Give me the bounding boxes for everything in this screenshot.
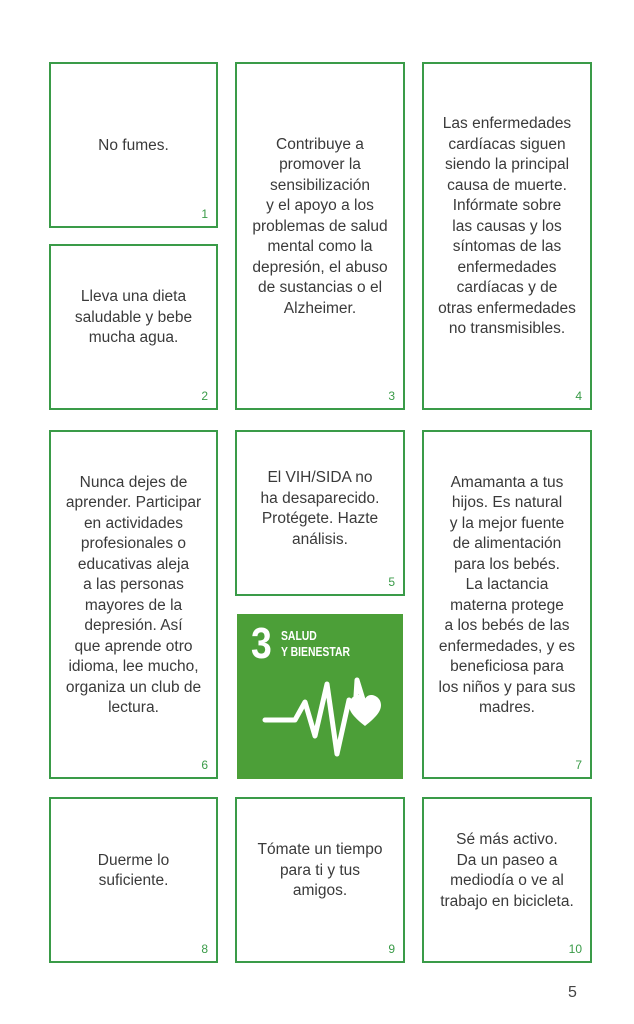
tip-number: 9 <box>388 942 395 956</box>
tip-card-9 <box>235 797 405 963</box>
tip-number: 6 <box>201 758 208 772</box>
sdg-title-line1: SALUD <box>281 628 317 643</box>
tip-text: El VIH/SIDA no ha desaparecido. Protégete. Hazte análisis. <box>260 469 380 548</box>
sdg-title-line2: Y BIENESTAR <box>281 644 350 659</box>
sdg3-badge <box>237 614 403 779</box>
tip-number: 4 <box>575 389 582 403</box>
tip-card-3 <box>235 62 405 410</box>
tip-number: 10 <box>568 942 582 956</box>
tip-text: Lleva una dieta saludable y bebe mucha agua. <box>74 288 193 347</box>
tip-number: 7 <box>575 758 582 772</box>
tip-card-10 <box>422 797 592 963</box>
tip-card-1 <box>49 62 218 228</box>
tip-number: 2 <box>201 389 208 403</box>
tip-text: Contribuye a promover la sensibilización y el apoyo a los problemas de salud mental como la depresión, el abuso de sustancias o el Alzheimer. <box>252 135 388 317</box>
tip-card-2 <box>49 244 218 410</box>
tip-number: 1 <box>201 207 208 221</box>
sdg-number: 3 <box>251 619 272 668</box>
tip-text: Nunca dejes de aprender. Participar en actividades profesionales o educativas aleja a las personas mayores de la depresión. Así que aprende otro idioma, lee mucho, organiza un club de lectura. <box>65 473 202 716</box>
tip-text: No fumes. <box>98 137 169 154</box>
tip-card-4 <box>422 62 592 410</box>
tip-text: Duerme lo suficiente. <box>97 851 170 889</box>
tip-text: Las enfermedades cardíacas siguen siendo la principal causa de muerte. Infórmate sobre las causas y los síntomas de las enfermedades cardíacas y de otras enfermedades no transmisibles. <box>438 115 576 338</box>
tip-text: Amamanta a tus hijos. Es natural y la mejor fuente de alimentación para los bebés. La lactancia materna protege a los bebés de las enfermedades, y es beneficiosa para los niños y para sus madres. <box>438 473 576 716</box>
tip-number: 5 <box>388 575 395 589</box>
heartbeat-icon <box>237 614 403 779</box>
tip-card-6 <box>49 430 218 779</box>
tip-card-7 <box>422 430 592 779</box>
tip-number: 3 <box>388 389 395 403</box>
tip-card-8 <box>49 797 218 963</box>
tip-text: Tómate un tiempo para ti y tus amigos. <box>257 841 383 900</box>
tip-number: 8 <box>201 942 208 956</box>
tip-text: Sé más activo. Da un paseo a mediodía o ve al trabajo en bicicleta. <box>440 831 574 910</box>
page-number: 5 <box>568 984 577 1001</box>
tip-card-5 <box>235 430 405 596</box>
